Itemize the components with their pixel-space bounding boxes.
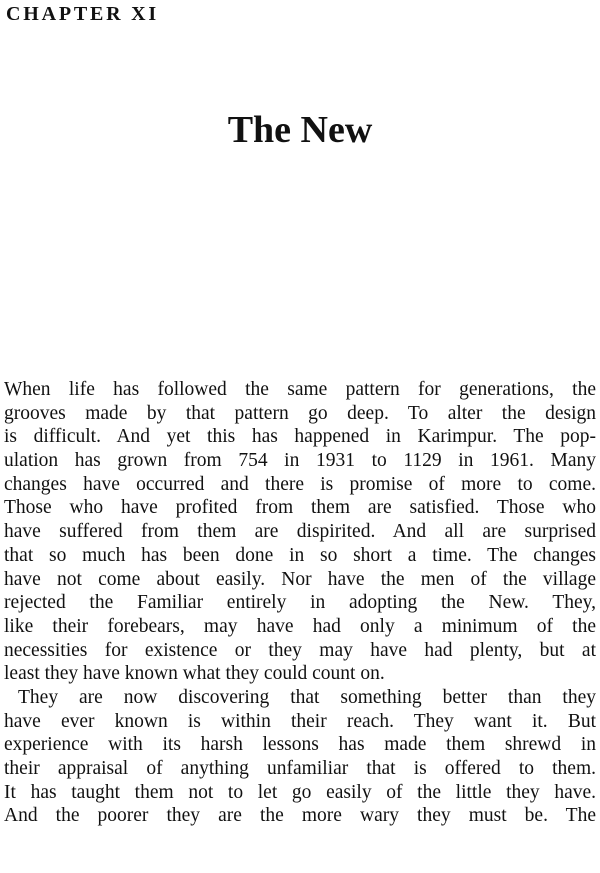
text-line: grooves made by that pattern go deep. To alter the design xyxy=(4,402,596,424)
text-line: necessities for existence or they may have had plenty, but at xyxy=(4,639,596,661)
text-line: It has taught them not to let go easily of the little they have. xyxy=(4,781,596,803)
text-line: have suffered from them are dispirited. And all are surprised xyxy=(4,521,596,543)
paragraph-1 xyxy=(4,378,596,686)
text-line: experience with its harsh lessons has made them shrewd in xyxy=(4,734,596,756)
text-line: their appraisal of anything unfamiliar that is offered to them. xyxy=(4,758,596,779)
text-line: rejected the Familiar entirely in adopting the New. They, xyxy=(4,592,596,614)
text-line: When life has followed the same pattern for generations, the xyxy=(4,379,596,400)
text-line: changes have occurred and there is promise of more to come. xyxy=(4,473,596,495)
text-line: have not come about easily. Nor have the men of the village xyxy=(4,568,596,590)
text-line: They are now discovering that something better than they xyxy=(18,686,596,708)
text-line: that so much has been done in so short a time. The changes xyxy=(4,544,596,566)
text-line: ulation has grown from 754 in 1931 to 1129 in 1961. Many xyxy=(4,450,596,472)
text-line: have ever known is within their reach. They want it. But xyxy=(4,710,596,732)
text-line: Those who have profited from them are satisfied. Those who xyxy=(4,497,596,519)
text-line: least they have known what they could count on. xyxy=(4,663,385,685)
text-line: is difficult. And yet this has happened in Karimpur. The pop- xyxy=(4,426,596,448)
chapter-title: The New xyxy=(227,109,373,151)
paragraph-2 xyxy=(4,686,596,828)
text-line: like their forebears, may have had only a minimum of the xyxy=(4,615,596,637)
body-text xyxy=(4,378,596,828)
text-line: And the poorer they are the more wary they must be. The xyxy=(4,805,596,827)
chapter-label: CHAPTER XI xyxy=(6,3,160,25)
